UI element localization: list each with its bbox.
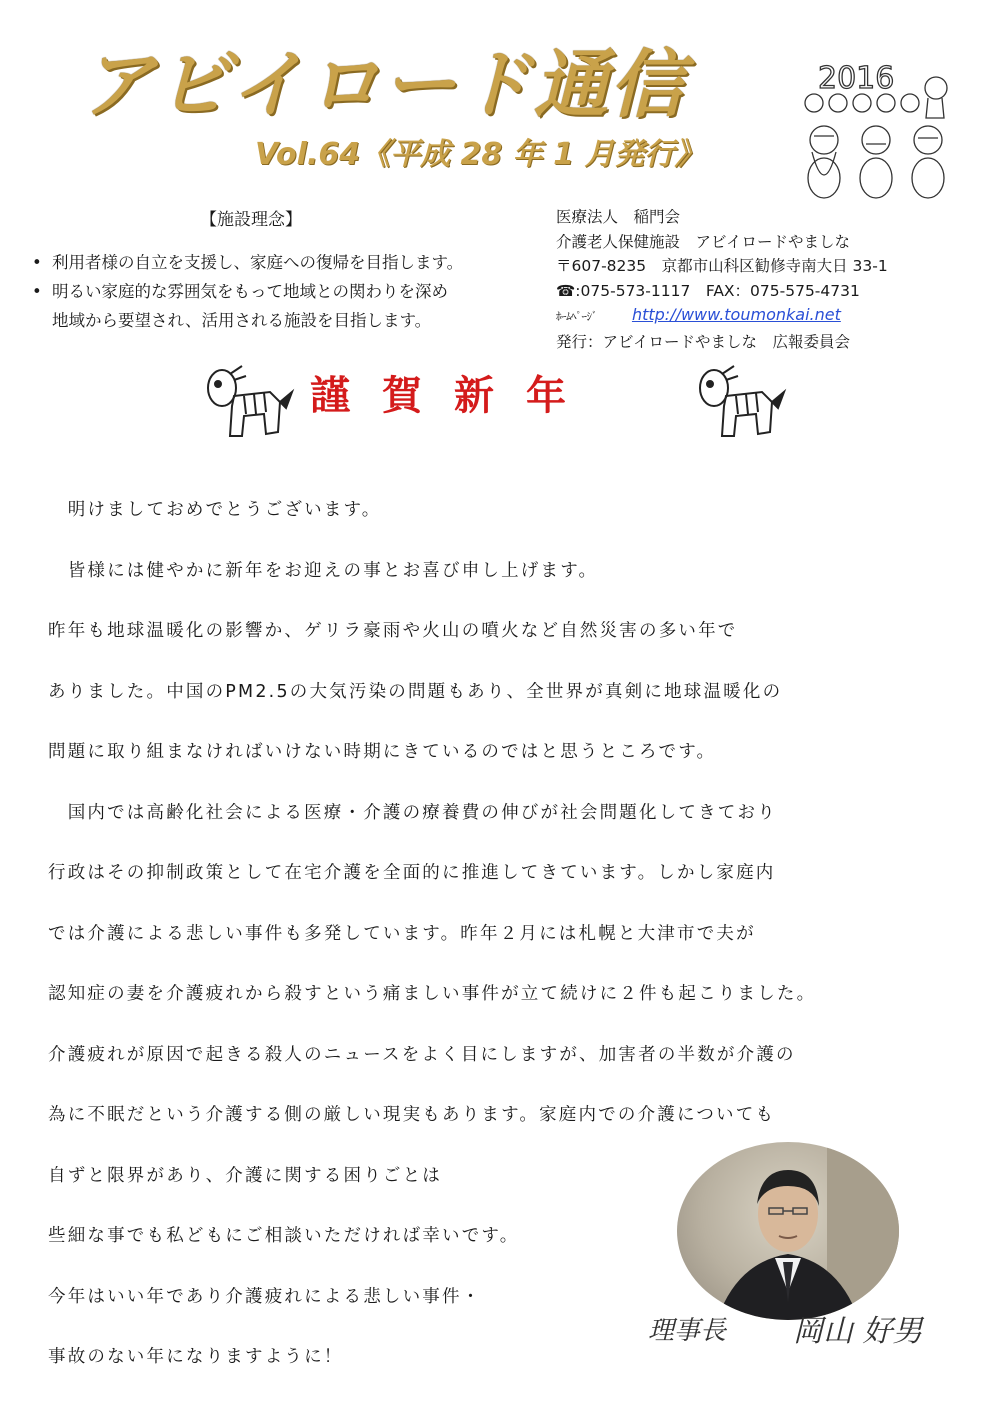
- letter-line: 明けましておめでとうございます。: [48, 500, 382, 520]
- letter-line: 認知症の妻を介護疲れから殺すという痛ましい事件が立て続けに２件も起こりました。: [48, 984, 817, 1004]
- year-art-text: 2016: [818, 61, 895, 96]
- issue-label: Vol.64《平成 28 年 1 月発行》: [255, 137, 705, 172]
- chairman-portrait: [677, 1142, 899, 1320]
- letter-line: 問題に取り組まなければいけない時期にきているのではと思うところです。: [48, 742, 717, 762]
- letter-line: 自ずと限界があり、介護に関する困りごとは: [48, 1165, 442, 1186]
- zebra-icon: [692, 362, 792, 452]
- newsletter-title: アビイロード通信: [80, 42, 686, 128]
- homepage-link[interactable]: http://www.toumonkai.net: [631, 305, 841, 324]
- letter-line: 今年はいい年であり介護疲れによる悲しい事件・: [48, 1286, 482, 1307]
- publisher: 発行：アビイロードやましな 広報委員会: [556, 332, 851, 351]
- zebra-icon: [200, 362, 300, 452]
- letter-line: 介護疲れが原因で起きる殺人のニュースをよく目にしますが、加害者の半数が介護の: [48, 1044, 796, 1065]
- signature-title: 理事長: [648, 1316, 727, 1346]
- letter-line: 些細な事でも私どもにご相談いただければ幸いです。: [48, 1226, 520, 1246]
- letter-line: ありました。中国のPM2.5の大気汚染の問題もあり、全世界が真剣に地球温暖化の: [48, 681, 783, 702]
- letter-line: 皆様には健やかに新年をお迎えの事とお喜び申し上げます。: [48, 560, 599, 581]
- homepage-row: [556, 303, 888, 330]
- philosophy-heading: 【施設理念】: [200, 210, 302, 230]
- signature-name: 岡山 好男: [793, 1314, 923, 1349]
- corp-name: 医療法人 稲門会: [556, 208, 681, 226]
- philosophy-item: • 明るい家庭的な雰囲気をもって地域との関わりを深め: [30, 277, 463, 306]
- portrait-illustration: [677, 1142, 899, 1320]
- philosophy-item-continuation: 地域から要望され、活用される施設を目指します。: [52, 311, 432, 330]
- letter-line: 行政はその抑制政策として在宅介護を全面的に推進してきています。しかし家庭内: [48, 863, 776, 883]
- address: 〒607-8235 京都市山科区勧修寺南大日 33-1: [556, 257, 888, 275]
- philosophy-item: • 利用者様の自立を支援し、家庭への復帰を目指します。: [30, 248, 463, 277]
- facility-info: [556, 205, 888, 354]
- letter-line: 国内では高齢化社会による医療・介護の療養費の伸びが社会問題化してきており: [48, 802, 777, 823]
- letter-line: 事故のない年になりますように！: [48, 1347, 344, 1367]
- letter-line: では介護による悲しい事件も多発しています。昨年２月には札幌と大津市で夫が: [48, 923, 756, 944]
- letter-line: 為に不眠だという介護する側の厳しい現実もあります。家庭内での介護についても: [48, 1105, 776, 1125]
- letter-line: 昨年も地球温暖化の影響か、ゲリラ豪雨や火山の噴火など自然災害の多い年で: [48, 621, 738, 641]
- facility-name: 介護老人保健施設 アビイロードやましな: [556, 232, 851, 251]
- phone-fax: ☎:075-573-1117 FAX：075-575-4731: [556, 281, 860, 300]
- philosophy-list: [30, 248, 463, 335]
- homepage-label: ﾎｰﾑﾍﾟｰｼﾞ: [556, 310, 597, 323]
- year-monkeys-illustration: [796, 58, 956, 208]
- new-year-greeting: 謹賀新年: [310, 372, 598, 419]
